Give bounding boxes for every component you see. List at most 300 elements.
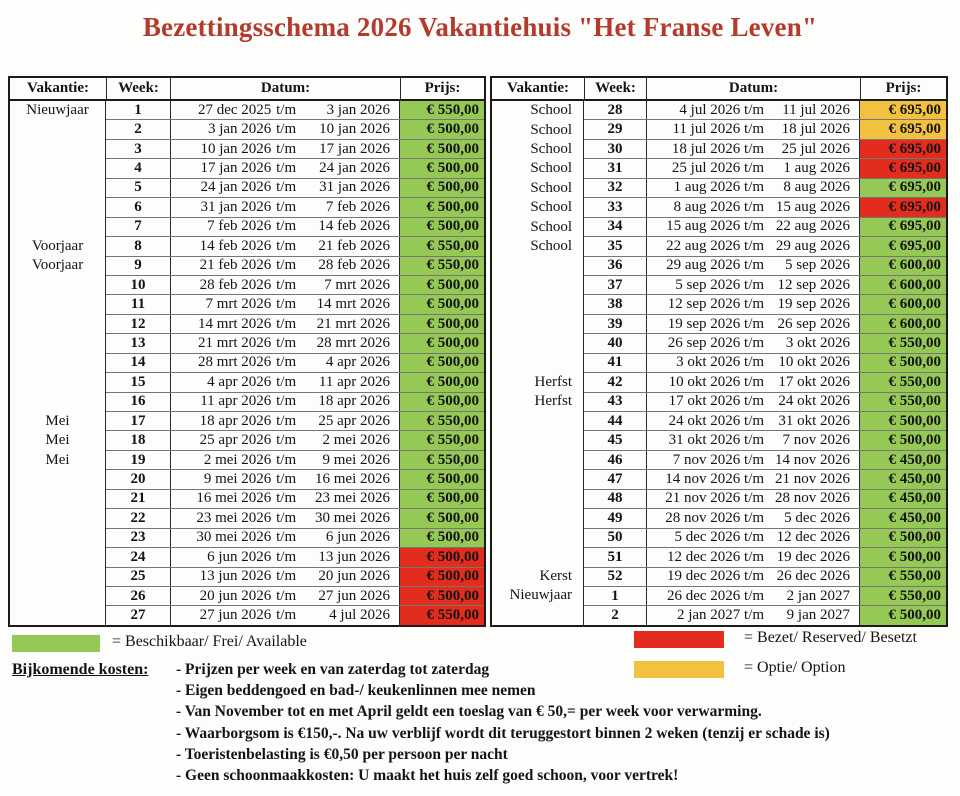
date-cell [646,529,860,547]
date-from: 21 nov 2026 [665,490,741,507]
vacation-label [492,295,583,314]
date-to: 27 jun 2026 [318,587,390,604]
date-from: 16 mei 2026 [196,490,272,507]
price-cell: € 500,00 [860,354,946,372]
date-from: 23 mei 2026 [196,509,272,526]
date-separator: t/m [744,490,765,507]
note-item: - Van November tot en met April geldt een toeslag van € 50,= per week voor verwarming. [176,703,762,721]
date-separator: t/m [744,529,765,546]
price-cell: € 500,00 [400,393,484,411]
vacation-label: Nieuwjaar [509,587,572,604]
price-cell: € 550,00 [400,412,484,430]
vacation-label [10,334,105,353]
price-cell: € 550,00 [400,257,484,275]
date-separator: t/m [744,101,765,118]
vacation-label [492,412,583,431]
week-cell: 35 [607,237,623,254]
date-from: 28 nov 2026 [665,509,741,526]
week-cell: 47 [607,471,623,488]
date-to: 26 sep 2026 [777,315,850,332]
price-cell: € 500,00 [400,140,484,158]
date-cell [170,490,400,508]
price-cell: € 500,00 [400,315,484,333]
table-row [106,178,484,197]
vacation-label [10,353,105,372]
date-from: 4 jul 2026 [679,101,741,118]
week-cell: 36 [607,257,623,274]
date-cell [170,412,400,430]
date-from: 15 aug 2026 [666,218,741,235]
date-separator: t/m [276,451,297,468]
schedule-table-weeks-28-2 [490,76,948,627]
table-row [584,469,946,488]
vacation-label [492,256,583,275]
vacation-label [10,159,105,178]
date-from: 12 dec 2026 [666,548,741,565]
table-row [106,392,484,411]
date-from: 3 jan 2026 [207,121,272,138]
price-cell: € 500,00 [400,334,484,352]
date-to: 8 aug 2026 [783,179,850,196]
date-cell [170,373,400,391]
date-cell [170,606,400,624]
date-to: 14 mrt 2026 [316,296,390,313]
date-from: 17 okt 2026 [668,393,741,410]
week-cell: 5 [134,179,142,196]
date-to: 25 jul 2026 [781,140,850,157]
date-to: 15 aug 2026 [775,198,850,215]
table-row [584,236,946,255]
table-row [106,430,484,449]
vacation-label [10,217,105,236]
date-to: 12 sep 2026 [777,276,850,293]
date-from: 4 apr 2026 [207,373,272,390]
date-from: 10 okt 2026 [668,373,741,390]
date-from: 8 aug 2026 [673,198,741,215]
date-separator: t/m [744,607,765,624]
week-cell: 46 [607,451,623,468]
date-cell [646,354,860,372]
table-row [106,294,484,313]
date-from: 19 sep 2026 [667,315,741,332]
date-from: 11 jul 2026 [672,121,741,138]
date-separator: t/m [744,218,765,235]
date-to: 24 okt 2026 [778,393,850,410]
price-cell: € 500,00 [400,490,484,508]
table-row [584,411,946,430]
vacation-label [10,528,105,547]
date-cell [170,568,400,586]
vacation-label: Voorjaar [31,238,84,255]
date-to: 30 mei 2026 [315,509,390,526]
price-cell: € 550,00 [400,237,484,255]
week-cell: 8 [134,237,142,254]
date-separator: t/m [276,296,297,313]
date-cell [646,218,860,236]
table-row [106,217,484,236]
vacation-label [492,334,583,353]
table-row [106,586,484,605]
date-from: 17 jan 2026 [200,160,272,177]
price-cell: € 550,00 [400,606,484,624]
table-row [106,469,484,488]
vacation-label [492,431,583,450]
vacation-label [10,547,105,566]
date-from: 7 mrt 2026 [205,296,272,313]
date-to: 21 nov 2026 [775,471,850,488]
date-from: 7 feb 2026 [207,218,272,235]
date-from: 20 jun 2026 [199,587,272,604]
date-to: 28 feb 2026 [318,257,390,274]
table-row [584,372,946,391]
price-cell: € 695,00 [860,179,946,197]
date-to: 1 aug 2026 [783,160,850,177]
week-cell: 19 [130,451,146,468]
date-to: 7 nov 2026 [782,432,850,449]
week-cell: 48 [607,490,623,507]
date-from: 31 jan 2026 [200,198,272,215]
date-to: 11 jul 2026 [782,101,850,118]
date-to: 7 mrt 2026 [324,276,390,293]
date-from: 25 jul 2026 [671,160,741,177]
date-to: 4 jul 2026 [329,607,390,624]
legend-reserved-label: = Bezet/ Reserved/ Besetzt [744,629,917,646]
date-from: 30 mei 2026 [196,529,272,546]
vacation-label [492,353,583,372]
date-to: 18 jul 2026 [781,121,850,138]
header-week: Week: [106,78,170,99]
price-cell: € 500,00 [400,509,484,527]
date-cell [646,509,860,527]
price-cell: € 550,00 [400,451,484,469]
table-row [106,314,484,333]
price-cell: € 500,00 [400,548,484,566]
date-separator: t/m [744,315,765,332]
date-cell [170,276,400,294]
date-to: 9 jan 2027 [786,607,850,624]
date-cell [170,101,400,119]
date-separator: t/m [276,101,297,118]
table-row [106,101,484,119]
date-cell [170,140,400,158]
price-cell: € 550,00 [860,587,946,605]
date-cell [170,218,400,236]
date-from: 28 mrt 2026 [197,354,272,371]
date-separator: t/m [744,587,765,604]
vacation-label [10,392,105,411]
table-row [584,314,946,333]
table-row [584,197,946,216]
table-row [584,567,946,586]
date-separator: t/m [276,393,297,410]
table-row [106,508,484,527]
date-cell [170,179,400,197]
date-from: 6 jun 2026 [207,548,272,565]
date-cell [170,587,400,605]
table-row [106,119,484,138]
date-to: 19 dec 2026 [776,548,850,565]
price-cell: € 500,00 [860,548,946,566]
table-header-row [10,78,484,101]
table-row [106,275,484,294]
week-cell: 26 [130,587,146,604]
rows-column [106,101,484,625]
date-from: 29 aug 2026 [666,257,741,274]
date-from: 31 okt 2026 [668,432,741,449]
date-cell [646,548,860,566]
week-cell: 13 [130,334,146,351]
rows-column [584,101,946,625]
vacation-label: Kerst [539,567,572,584]
week-cell: 29 [607,121,623,138]
week-cell: 44 [607,412,623,429]
date-to: 17 okt 2026 [778,373,850,390]
vacation-label [492,470,583,489]
price-cell: € 600,00 [860,276,946,294]
vacation-label [10,179,105,198]
date-cell [170,334,400,352]
vacation-label [492,509,583,528]
week-cell: 7 [134,218,142,235]
date-to: 3 jan 2026 [326,101,390,118]
price-cell: € 450,00 [860,509,946,527]
header-vakantie: Vakantie: [27,80,89,96]
vacation-label [492,606,583,625]
date-cell [646,587,860,605]
price-cell: € 695,00 [860,140,946,158]
date-cell [646,179,860,197]
date-separator: t/m [276,257,297,274]
week-cell: 40 [607,334,623,351]
date-cell [646,606,860,624]
price-cell: € 500,00 [400,198,484,216]
price-cell: € 500,00 [860,412,946,430]
date-separator: t/m [276,432,297,449]
date-separator: t/m [276,354,297,371]
price-cell: € 695,00 [860,198,946,216]
price-cell: € 695,00 [860,120,946,138]
date-cell [646,451,860,469]
date-cell [646,295,860,313]
table-row [106,139,484,158]
vacation-label: School [530,218,572,235]
price-cell: € 500,00 [400,179,484,197]
date-separator: t/m [744,121,765,138]
price-cell: € 550,00 [860,568,946,586]
vacation-label [10,373,105,392]
table-row [584,392,946,411]
date-from: 14 mrt 2026 [197,315,272,332]
date-separator: t/m [744,140,765,157]
header-prijs: Prijs: [400,78,484,99]
date-to: 11 apr 2026 [318,373,390,390]
table-row [584,450,946,469]
date-cell [170,257,400,275]
note-item: - Toeristenbelasting is €0,50 per persoon per nacht [176,745,508,763]
vacation-label [492,489,583,508]
date-cell [646,490,860,508]
vacation-column [10,101,106,625]
date-from: 14 nov 2026 [665,471,741,488]
vacation-label [10,606,105,625]
date-separator: t/m [276,412,297,429]
vacation-label [10,314,105,333]
date-from: 13 jun 2026 [199,568,272,585]
vacation-label: Voorjaar [31,257,84,274]
vacation-label [492,276,583,295]
price-cell: € 450,00 [860,490,946,508]
date-cell [170,315,400,333]
vacation-label [10,470,105,489]
price-cell: € 695,00 [860,218,946,236]
date-from: 10 jan 2026 [200,140,272,157]
date-from: 26 dec 2026 [666,587,741,604]
week-cell: 11 [130,296,146,313]
price-cell: € 550,00 [400,431,484,449]
table-row [584,333,946,352]
date-to: 29 aug 2026 [775,237,850,254]
date-separator: t/m [276,276,297,293]
date-cell [170,393,400,411]
header-prijs: Prijs: [860,78,946,99]
date-from: 18 apr 2026 [199,412,272,429]
week-cell: 12 [130,315,146,332]
vacation-label [10,567,105,586]
table-row [106,567,484,586]
date-to: 17 jan 2026 [319,140,390,157]
table-row [584,139,946,158]
vacation-label: School [530,121,572,138]
date-to: 4 apr 2026 [325,354,390,371]
date-separator: t/m [276,315,297,332]
date-from: 18 jul 2026 [671,140,741,157]
vacation-label [10,198,105,217]
date-cell [646,393,860,411]
date-separator: t/m [276,179,297,196]
date-from: 2 mei 2026 [203,451,272,468]
week-cell: 1 [611,587,619,604]
date-cell [170,237,400,255]
date-separator: t/m [744,451,765,468]
table-row [584,430,946,449]
table-body [492,101,946,625]
date-cell [170,470,400,488]
date-separator: t/m [744,237,765,254]
date-to: 21 feb 2026 [318,237,390,254]
week-cell: 17 [130,412,146,429]
table-row [584,508,946,527]
table-row [584,217,946,236]
date-cell [646,412,860,430]
date-from: 14 feb 2026 [199,237,272,254]
date-to: 6 jun 2026 [325,529,390,546]
date-to: 18 apr 2026 [318,393,390,410]
date-separator: t/m [276,160,297,177]
price-cell: € 550,00 [860,373,946,391]
week-cell: 27 [130,607,146,624]
table-row [106,489,484,508]
vacation-label: School [530,179,572,196]
date-separator: t/m [744,412,765,429]
date-cell [646,198,860,216]
vacation-label: Herfst [534,373,572,390]
table-row [584,353,946,372]
vacation-label: School [530,141,572,158]
price-cell: € 500,00 [400,295,484,313]
week-cell: 50 [607,529,623,546]
date-cell [170,354,400,372]
date-cell [646,140,860,158]
date-to: 5 dec 2026 [784,509,850,526]
date-to: 23 mei 2026 [315,490,390,507]
table-row [106,450,484,469]
table-row [106,236,484,255]
table-row [584,547,946,566]
date-cell [646,276,860,294]
date-cell [646,159,860,177]
date-from: 21 feb 2026 [199,257,272,274]
price-cell: € 550,00 [860,334,946,352]
date-cell [170,529,400,547]
week-cell: 37 [607,276,623,293]
week-cell: 32 [607,179,623,196]
date-from: 12 sep 2026 [667,296,741,313]
date-from: 24 okt 2026 [668,412,741,429]
price-cell: € 695,00 [860,101,946,119]
table-row [584,101,946,119]
week-cell: 15 [130,373,146,390]
note-item: - Geen schoonmaakkosten: U maakt het huis zelf goed schoon, voor vertrek! [176,767,679,785]
date-to: 7 feb 2026 [325,198,390,215]
week-cell: 24 [130,548,146,565]
date-from: 27 dec 2025 [197,101,272,118]
date-from: 1 aug 2026 [673,179,741,196]
date-to: 28 nov 2026 [775,490,850,507]
date-from: 11 apr 2026 [200,393,272,410]
table-row [106,547,484,566]
date-separator: t/m [744,179,765,196]
vacation-label [10,586,105,605]
date-to: 28 mrt 2026 [316,334,390,351]
vacation-label: Mei [45,412,70,429]
price-cell: € 450,00 [860,451,946,469]
date-cell [170,295,400,313]
date-from: 22 aug 2026 [666,237,741,254]
table-body [10,101,484,625]
table-row [584,178,946,197]
vacation-label [10,276,105,295]
price-cell: € 600,00 [860,257,946,275]
date-cell [646,315,860,333]
week-cell: 22 [130,509,146,526]
header-datum: Datum: [170,78,400,99]
date-from: 9 mei 2026 [203,471,272,488]
price-cell: € 500,00 [400,354,484,372]
vacation-label: Mei [45,432,70,449]
price-cell: € 500,00 [400,218,484,236]
vacation-label: School [530,199,572,216]
date-cell [170,198,400,216]
price-cell: € 500,00 [400,276,484,294]
date-to: 25 apr 2026 [318,412,390,429]
date-cell [646,568,860,586]
week-cell: 30 [607,140,623,157]
week-cell: 14 [130,354,146,371]
date-separator: t/m [276,548,297,565]
vacation-label: Nieuwjaar [26,102,89,119]
notes-heading: Bijkomende kosten: [12,661,149,678]
date-separator: t/m [744,198,765,215]
